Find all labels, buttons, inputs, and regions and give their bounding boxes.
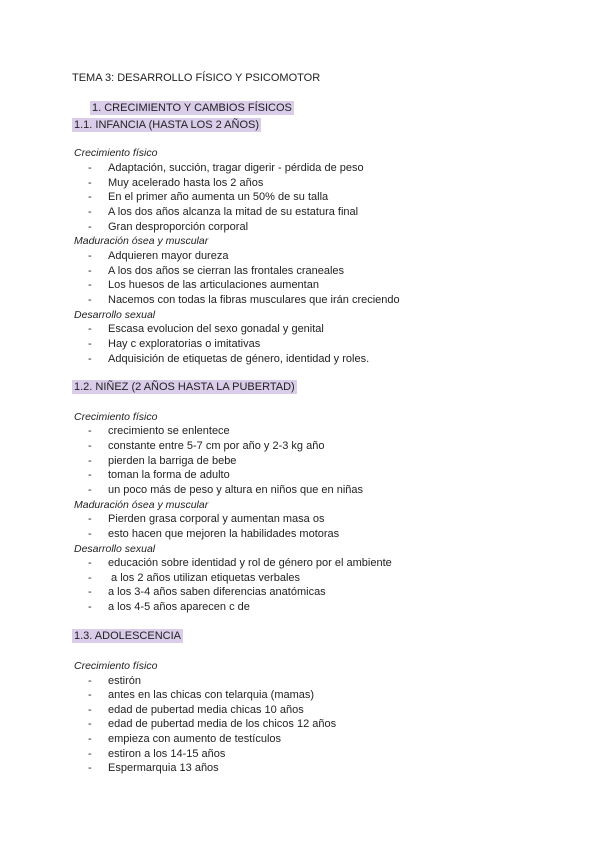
list-item: - a los 2 años utilizan etiquetas verbales [88, 572, 301, 584]
list-item: - edad de pubertad media chicas 10 años [88, 704, 304, 716]
list-item: - Adquisición de etiquetas de género, identidad y roles. [88, 353, 370, 365]
section-heading-text: 1.3. ADOLESCENCIA [74, 630, 181, 642]
group-subtitle: Crecimiento físico [74, 147, 158, 159]
list-item: - un poco más de peso y altura en niños que en niñas [88, 484, 364, 496]
list-item: - Hay c exploratorias o imitativas [88, 338, 261, 350]
list-item: - antes en las chicas con telarquia (mamas) [88, 689, 315, 701]
group-subtitle: Crecimiento físico [74, 411, 158, 423]
list-item: - esto hacen que mejoren la habilidades motoras [88, 528, 340, 540]
list-item: - A los dos años alcanza la mitad de su estatura final [88, 206, 359, 218]
list-item: - a los 4-5 años aparecen c de [88, 601, 250, 613]
list-item: - Nacemos con todas la fibras musculares que irán creciendo [88, 294, 400, 306]
section-heading [72, 118, 261, 132]
list-item: - Adquieren mayor dureza [88, 250, 229, 262]
list-item: - educación sobre identidad y rol de género por el ambiente [88, 557, 392, 569]
group-subtitle: Maduración ósea y muscular [74, 235, 209, 247]
list-item: - estirón [88, 675, 142, 687]
main-heading-text: 1. CRECIMIENTO Y CAMBIOS FÍSICOS [92, 102, 292, 114]
list-item: - Pierden grasa corporal y aumentan masa os [88, 513, 325, 525]
list-item: - a los 3-4 años saben diferencias anatómicas [88, 586, 326, 598]
document-title: TEMA 3: DESARROLLO FÍSICO Y PSICOMOTOR [72, 72, 321, 84]
group-subtitle: Desarrollo sexual [74, 309, 156, 321]
list-item: - empieza con aumento de testículos [88, 733, 282, 745]
list-item: - Los huesos de las articulaciones aumentan [88, 279, 319, 291]
group-subtitle: Maduración ósea y muscular [74, 499, 209, 511]
list-item: - Muy acelerado hasta los 2 años [88, 177, 264, 189]
list-item: - En el primer año aumenta un 50% de su talla [88, 191, 329, 203]
section-heading [72, 629, 183, 643]
list-item: - toman la forma de adulto [88, 469, 230, 481]
list-item: - constante entre 5-7 cm por año y 2-3 kg año [88, 440, 325, 452]
list-item: - Espermarquia 13 años [88, 762, 219, 774]
section-heading-text: 1.2. NIÑEZ (2 AÑOS HASTA LA PUBERTAD) [74, 381, 295, 393]
list-item: - Escasa evolucion del sexo gonadal y genital [88, 323, 324, 335]
list-item: - estiron a los 14-15 años [88, 748, 226, 760]
section-heading-text: 1.1. INFANCIA (HASTA LOS 2 AÑOS) [74, 119, 260, 131]
list-item: - A los dos años se cierran las frontales craneales [88, 265, 345, 277]
list-item: - Adaptación, succión, tragar digerir - pérdida de peso [88, 162, 364, 174]
section-heading [72, 380, 297, 394]
main-heading [90, 101, 294, 115]
list-item: - Gran desproporción corporal [88, 221, 249, 233]
group-subtitle: Crecimiento físico [74, 660, 158, 672]
list-item: - crecimiento se enlentece [88, 425, 230, 437]
group-subtitle: Desarrollo sexual [74, 543, 156, 555]
list-item: - edad de pubertad media de los chicos 12 años [88, 718, 337, 730]
list-item: - pierden la barriga de bebe [88, 455, 237, 467]
